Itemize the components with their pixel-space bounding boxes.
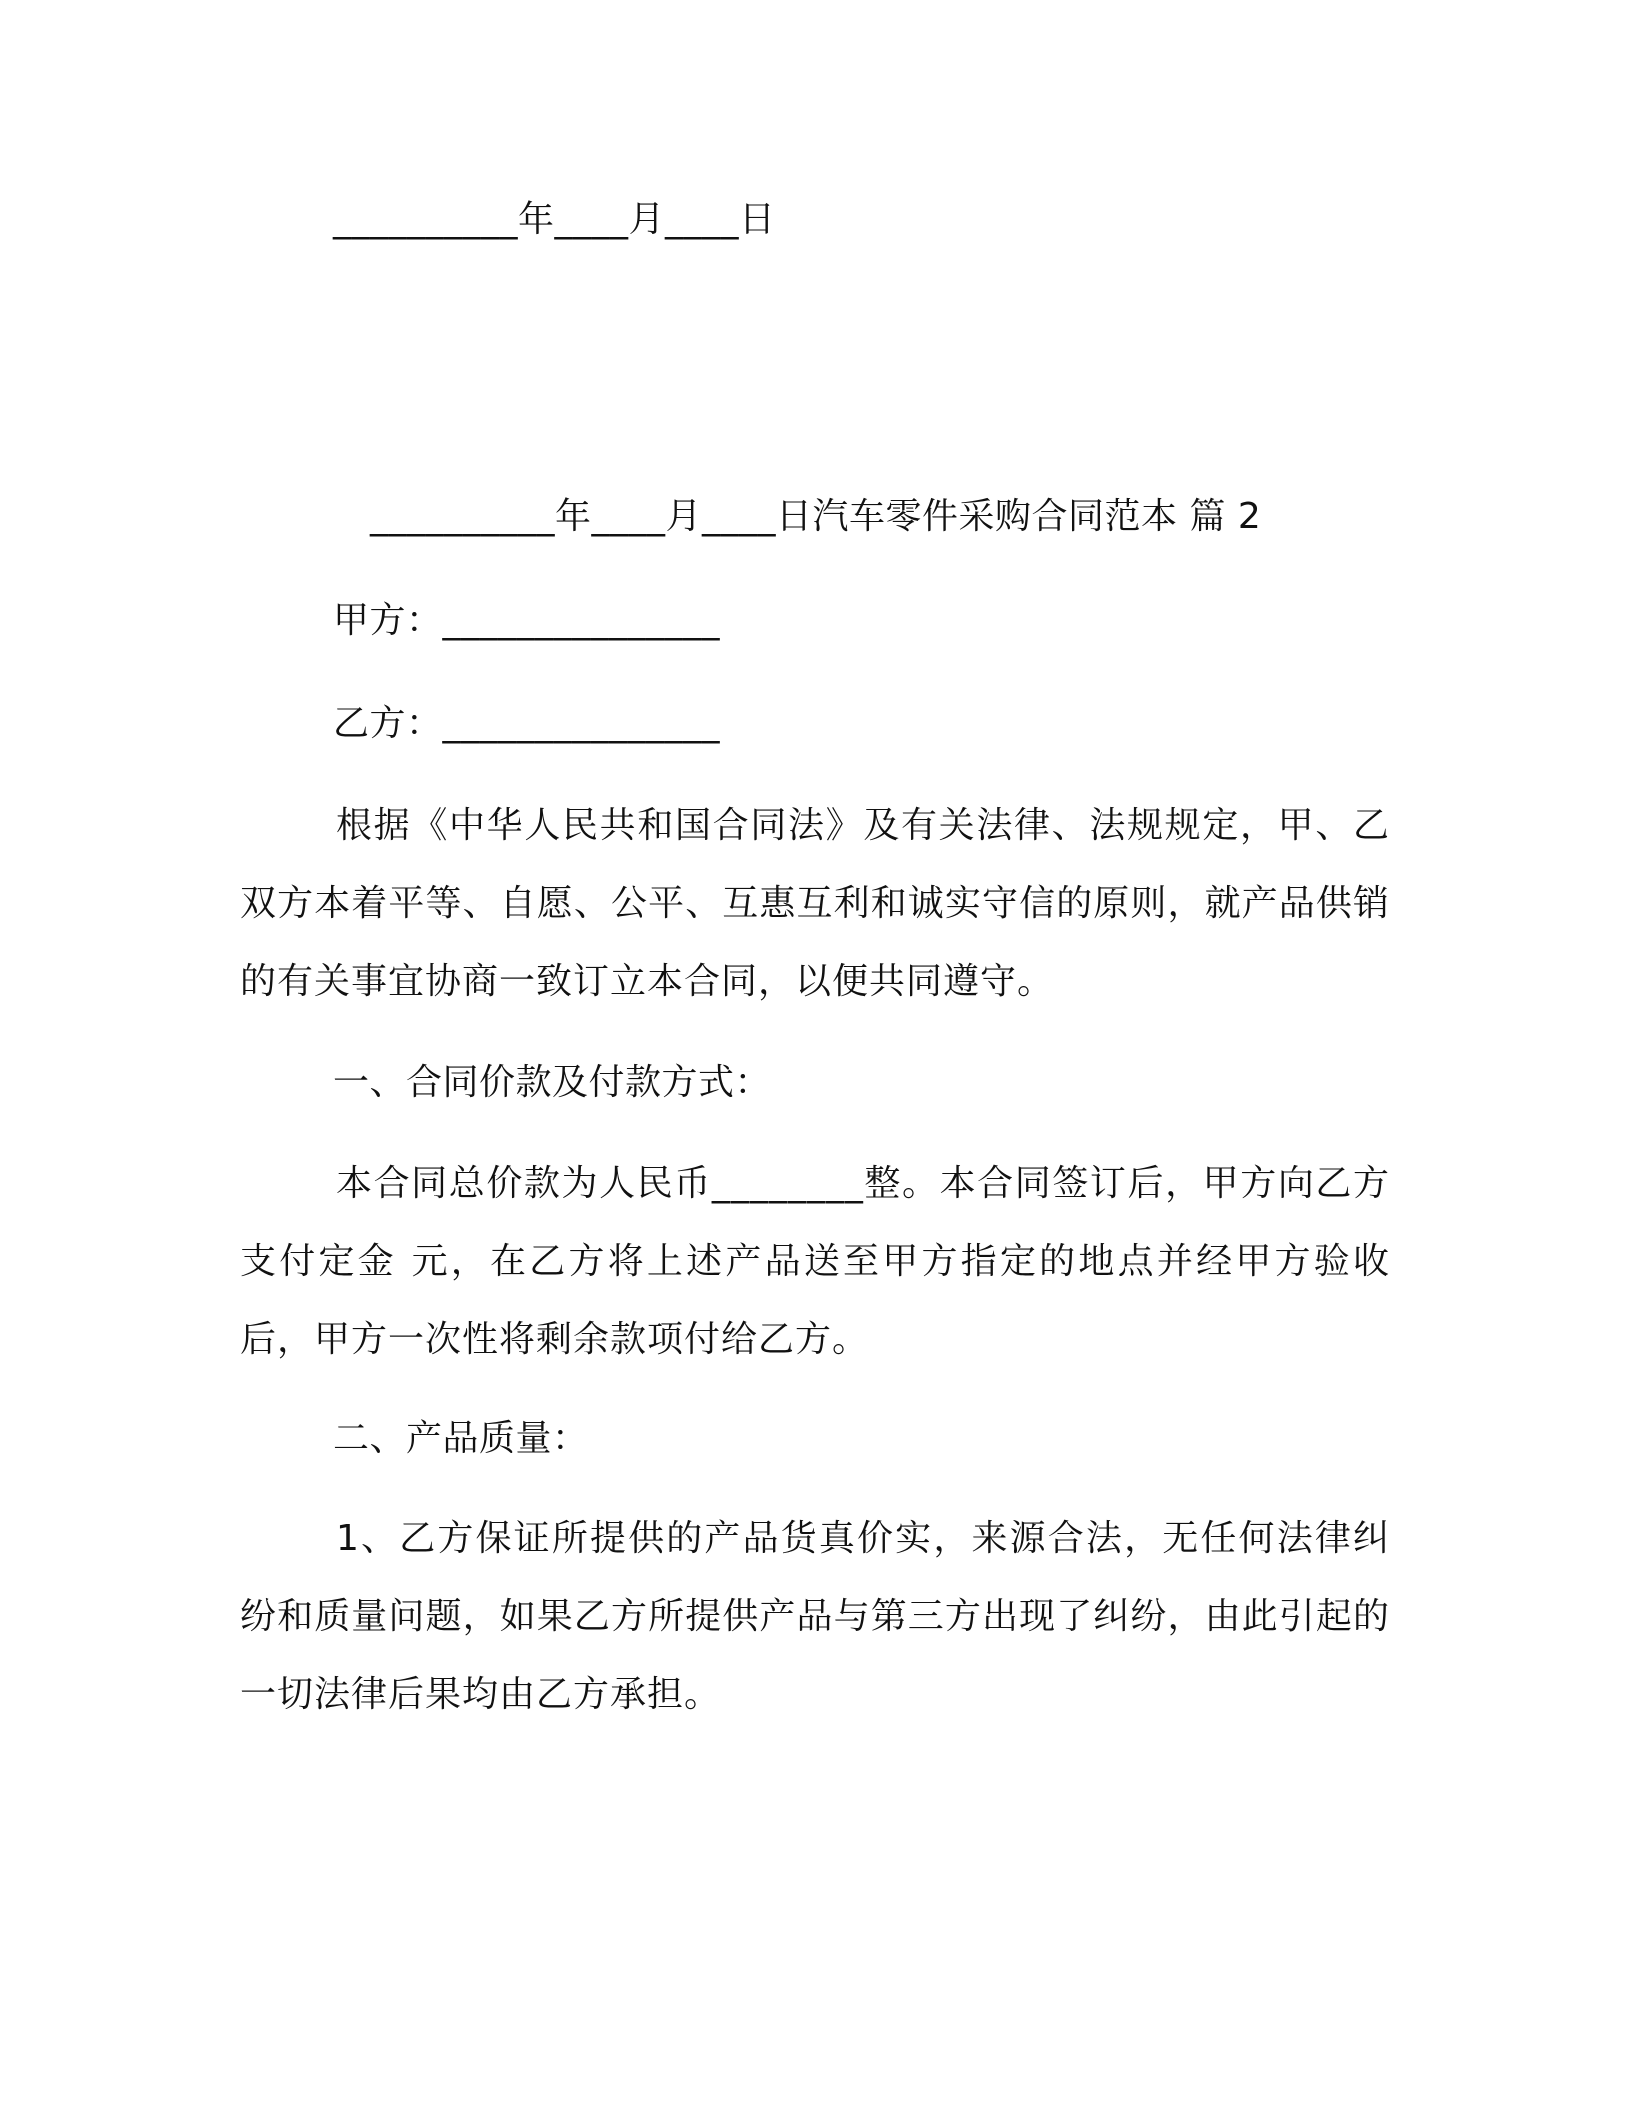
section1-body: 本合同总价款为人民币________整。本合同签订后，甲方向乙方支付定金 元，在乙方将上述产品送至甲方指定的地点并经甲方验收后，甲方一次性将剩余款项付给乙方。 (240, 1163, 1390, 1360)
document-title: __________年____月____日汽车零件采购合同范本 篇 2 (370, 496, 1262, 537)
section2-heading: 二、产品质量： (333, 1418, 589, 1459)
party-b-line: 乙方：_______________ (333, 703, 721, 744)
party-a-line: 甲方：_______________ (333, 600, 721, 641)
intro-paragraph: 根据《中华人民共和国合同法》及有关法律、法规规定，甲、乙双方本着平等、自愿、公平、互惠互利和诚实守信的原则，就产品供销的有关事宜协商一致订立本合同，以便共同遵守。 (240, 805, 1390, 1002)
section1-heading: 一、合同价款及付款方式： (333, 1062, 772, 1103)
section2-item1: 1、乙方保证所提供的产品货真价实，来源合法，无任何法律纠纷和质量问题，如果乙方所提供产品与第三方出现了纠纷，由此引起的一切法律后果均由乙方承担。 (240, 1518, 1390, 1715)
top-date-line: __________年____月____日 (333, 199, 776, 240)
